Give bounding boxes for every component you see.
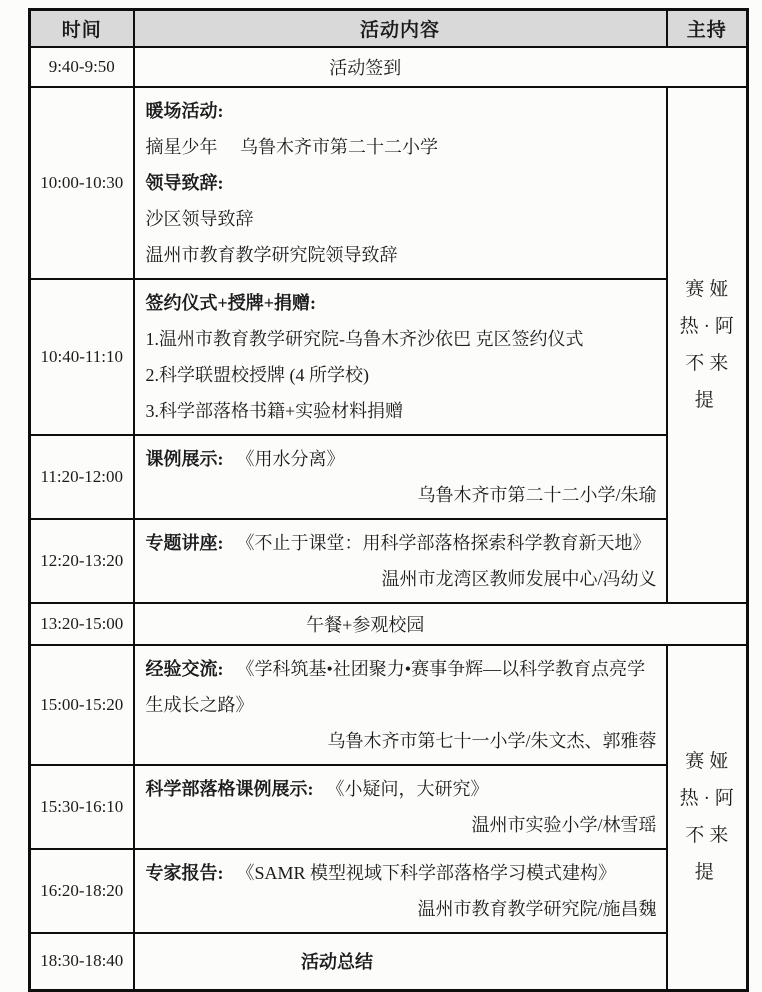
schedule-table [28, 8, 749, 992]
content-cell-summary: 活动总结 [134, 933, 667, 991]
presenter: 温州市实验小学/林雪瑶 [471, 814, 657, 835]
activity-title: 《学科筑基•社团聚力•赛事争辉—以科学教育点亮学生成长之路》 [145, 658, 646, 715]
activity-line [146, 771, 660, 807]
activity-label: 课例展示: [145, 448, 224, 469]
header-row [30, 10, 748, 47]
host-cell-afternoon [667, 645, 748, 991]
content-cell-signin: 活动签到 [134, 47, 748, 87]
host-cell-morning [667, 87, 748, 603]
time-cell-signin: 9:40-9:50 [30, 47, 134, 87]
activity-label: 签约仪式+授牌+捐赠: [145, 292, 317, 313]
activity-line: 沙区领导致辞 [145, 208, 254, 229]
activity-title: 《SAMR 模型视域下科学部落格学习模式建构》 [236, 862, 617, 883]
time-cell-exchange: 15:00-15:20 [30, 645, 134, 765]
activity-label: 专题讲座: [145, 532, 224, 553]
header-content: 活动内容 [134, 10, 667, 47]
content-cell-warmup [134, 87, 667, 279]
activity-title: 《小疑问，大研究》 [326, 778, 489, 799]
row-expert [30, 849, 748, 933]
row-signin [30, 47, 748, 87]
host-name-line: 热·阿 [679, 315, 739, 337]
activity-label: 经验交流: [145, 658, 224, 679]
activity-line [146, 651, 660, 723]
host-name-line: 不来提 [685, 352, 734, 411]
content-cell-lesson2 [134, 765, 667, 849]
content-cell-lecture [134, 519, 667, 603]
activity-line: 3.科学部落格书籍+实验材料捐赠 [145, 400, 404, 421]
presenter: 乌鲁木齐市第二十二小学/朱瑜 [417, 484, 657, 505]
host-name-line: 热·阿 [679, 788, 739, 810]
time-cell-summary: 18:30-18:40 [30, 933, 134, 991]
activity-label: 暖场活动: [145, 100, 224, 121]
activity-title: 《用水分离》 [236, 448, 345, 469]
content-cell-lunch: 午餐+参观校园 [134, 603, 748, 645]
row-summary [30, 933, 748, 991]
activity-label: 领导致辞: [145, 172, 224, 193]
activity-line: 1.温州市教育教学研究院-乌鲁木齐沙依巴 克区签约仪式 [145, 328, 584, 349]
content-cell-lesson1 [134, 435, 667, 519]
content-cell-signing [134, 279, 667, 435]
activity-label: 专家报告: [145, 862, 224, 883]
content-cell-expert [134, 849, 667, 933]
activity-title: 《不止于课堂：用科学部落格探索科学教育新天地》 [236, 532, 651, 553]
presenter: 温州市教育教学研究院/施昌魏 [417, 898, 657, 919]
time-cell-expert: 16:20-18:20 [30, 849, 134, 933]
row-lesson1 [30, 435, 748, 519]
row-warmup [30, 87, 748, 279]
host-name-line: 赛娅 [685, 278, 734, 300]
time-cell-lesson1: 11:20-12:00 [30, 435, 134, 519]
activity-label: 科学部落格课例展示: [145, 778, 314, 799]
time-cell-signing: 10:40-11:10 [30, 279, 134, 435]
host-name-line: 赛娅 [685, 751, 734, 773]
row-lesson2 [30, 765, 748, 849]
time-cell-lecture: 12:20-13:20 [30, 519, 134, 603]
activity-line: 摘星少年 乌鲁木齐市第二十二小学 [145, 136, 438, 157]
row-lecture [30, 519, 748, 603]
activity-line [146, 855, 660, 891]
activity-line: 2.科学联盟校授牌 (4 所学校) [145, 364, 369, 385]
time-cell-lunch: 13:20-15:00 [30, 603, 134, 645]
activity-line [146, 525, 660, 561]
row-signing [30, 279, 748, 435]
activity-line: 温州市教育教学研究院领导致辞 [145, 244, 398, 265]
content-cell-exchange [134, 645, 667, 765]
host-name-line: 不来提 [685, 825, 734, 884]
row-lunch [30, 603, 748, 645]
presenter: 温州市龙湾区教师发展中心/冯幼义 [381, 568, 657, 589]
activity-line [146, 441, 660, 477]
header-time: 时间 [30, 10, 134, 47]
time-cell-lesson2: 15:30-16:10 [30, 765, 134, 849]
time-cell-warmup: 10:00-10:30 [30, 87, 134, 279]
header-host: 主持 [667, 10, 748, 47]
presenter: 乌鲁木齐市第七十一小学/朱文杰、郭雅蓉 [327, 730, 657, 751]
row-exchange [30, 645, 748, 765]
